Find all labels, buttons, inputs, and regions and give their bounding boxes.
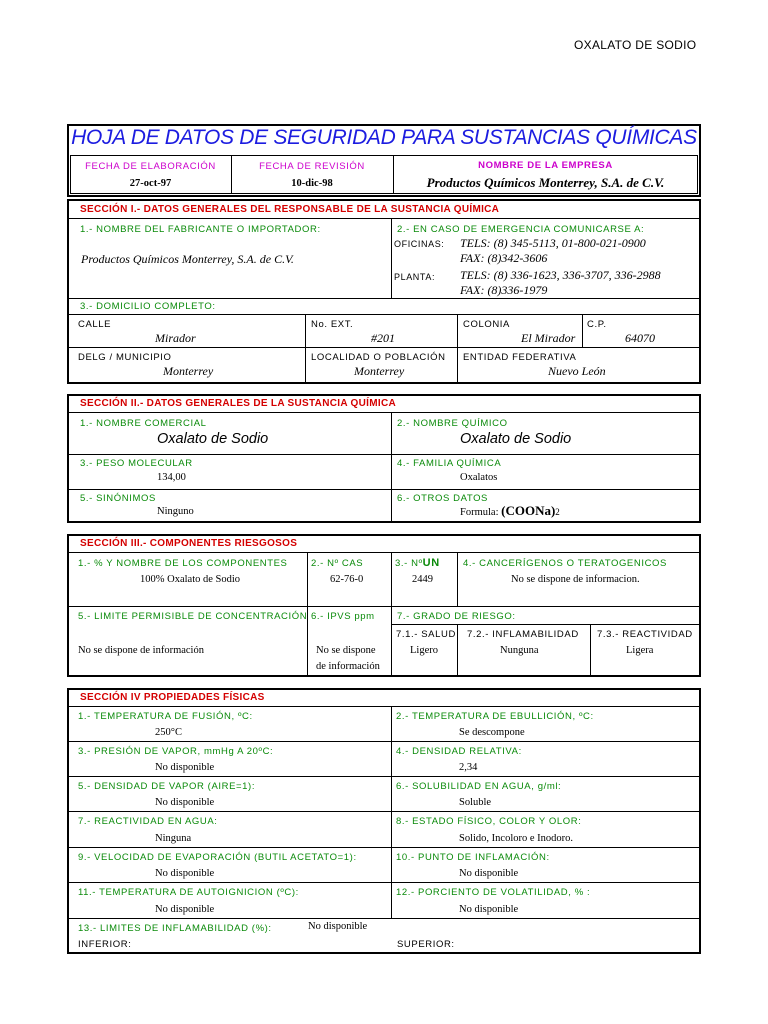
comercial-value: Oxalato de Sodio xyxy=(157,431,269,447)
grado-label: 7.- GRADO DE RIESGO: xyxy=(397,611,516,622)
inferior-label: INFERIOR: xyxy=(78,939,132,950)
entidad-label: ENTIDAD FEDERATIVA xyxy=(463,352,577,363)
formula-value xyxy=(460,503,560,519)
cas-label: 2.- Nº CAS xyxy=(311,558,364,569)
prop-6-label: 6.- SOLUBILIDAD EN AGUA, g/ml: xyxy=(396,781,562,792)
ipvs-value-2: de información xyxy=(316,661,380,672)
calle-value: Mirador xyxy=(155,331,196,345)
componentes-value: 100% Oxalato de Sodio xyxy=(140,574,241,585)
fabricante-label: 1.- NOMBRE DEL FABRICANTE O IMPORTADOR: xyxy=(80,224,321,235)
sinonimos-label: 5.- SINÓNIMOS xyxy=(80,493,156,504)
noext-label: No. EXT. xyxy=(311,319,354,330)
inflamabilidad-value: Nunguna xyxy=(500,645,539,656)
prop-2-label: 2.- TEMPERATURA DE EBULLICIÓN, ºC: xyxy=(396,711,594,722)
cancerigenos-value: No se dispone de informacion. xyxy=(511,574,640,585)
superior-label: SUPERIOR: xyxy=(397,939,455,950)
company-value: Productos Químicos Monterrey, S.A. de C.V. xyxy=(426,175,665,190)
planta-fax: FAX: (8)336-1979 xyxy=(460,283,548,297)
colonia-value: El Mirador xyxy=(521,331,576,345)
prop-8-value: Solido, Incoloro e Inodoro. xyxy=(459,833,574,844)
fabricante-value: Productos Químicos Monterrey, S.A. de C.V. xyxy=(81,252,294,266)
prop-10-label: 10.- PUNTO DE INFLAMACIÓN: xyxy=(396,852,550,863)
cancerigenos-label: 4.- CANCERÍGENOS O TERATOGENICOS xyxy=(463,558,667,569)
ipvs-value-1: No se dispone xyxy=(316,645,376,656)
rev-label: FECHA DE REVISIÓN xyxy=(259,161,365,172)
familia-value: Oxalatos xyxy=(460,472,498,483)
otros-label: 6.- OTROS DATOS xyxy=(397,493,488,504)
reactividad-value: Ligera xyxy=(626,645,654,656)
oficinas-tels: TELS: (8) 345-5113, 01-800-021-0900 xyxy=(460,236,646,250)
prop-5-value: No disponible xyxy=(155,797,215,808)
inflamabilidad-label: 7.2.- INFLAMABILIDAD xyxy=(467,629,579,640)
comercial-label: 1.- NOMBRE COMERCIAL xyxy=(80,418,207,429)
sinonimos-value: Ninguno xyxy=(157,506,194,517)
prop-11-label: 11.- TEMPERATURA DE AUTOIGNICION (ºC): xyxy=(78,887,299,898)
section-1-title: SECCIÓN I.- DATOS GENERALES DEL RESPONSABLE DE LA SUSTANCIA QUÍMICA xyxy=(80,204,500,215)
prop-12-label: 12.- PORCIENTO DE VOLATILIDAD, % : xyxy=(396,887,591,898)
elab-label: FECHA DE ELABORACIÓN xyxy=(85,161,216,172)
componentes-label: 1.- % Y NOMBRE DE LOS COMPONENTES xyxy=(78,558,288,569)
prop-12-value: No disponible xyxy=(459,904,519,915)
peso-value: 134,00 xyxy=(157,472,186,483)
oficinas-label: OFICINAS: xyxy=(394,239,445,249)
prop-7-value: Ninguna xyxy=(155,833,192,844)
prop-4-value: 2,34 xyxy=(459,762,478,773)
elab-value: 27-oct-97 xyxy=(129,178,172,189)
un-label xyxy=(395,557,440,569)
prop-4-label: 4.- DENSIDAD RELATIVA: xyxy=(396,746,522,757)
localidad-label: LOCALIDAD O POBLACIÓN xyxy=(311,352,446,363)
un-label-prefix: 3.- Nº xyxy=(395,558,423,569)
un-label-suffix: UN xyxy=(422,557,440,569)
prop-1-value: 250°C xyxy=(155,727,182,738)
entidad-value: Nuevo León xyxy=(548,364,606,378)
cp-label: C.P. xyxy=(587,319,607,330)
noext-value: #201 xyxy=(371,331,395,345)
prop-3-label: 3.- PRESIÓN DE VAPOR, mmHg A 20ºC: xyxy=(78,746,274,757)
prop-5-label: 5.- DENSIDAD DE VAPOR (AIRE=1): xyxy=(78,781,256,792)
salud-label: 7.1.- SALUD xyxy=(396,629,456,640)
document-title: HOJA DE DATOS DE SEGURIDAD PARA SUSTANCIAS QUÍMICAS xyxy=(71,126,697,149)
delg-value: Monterrey xyxy=(163,364,214,378)
oficinas-fax: FAX: (8)342-3606 xyxy=(460,251,548,265)
formula-prefix: Formula: xyxy=(460,507,499,518)
familia-label: 4.- FAMILIA QUÍMICA xyxy=(397,458,502,469)
rev-value: 10-dic-98 xyxy=(291,178,333,189)
limite-label: 5.- LIMITE PERMISIBLE DE CONCENTRACIÓN xyxy=(78,611,308,622)
planta-tels: TELS: (8) 336-1623, 336-3707, 336-2988 xyxy=(460,268,661,282)
formula-main: (COONa) xyxy=(501,503,556,518)
calle-label: CALLE xyxy=(78,319,112,330)
cas-value: 62-76-0 xyxy=(330,574,364,585)
prop-1-label: 1.- TEMPERATURA DE FUSIÓN, ºC: xyxy=(78,711,253,722)
limites-inflamabilidad-label: 13.- LIMITES DE INFLAMABILIDAD (%): xyxy=(78,923,272,934)
section-2-title: SECCIÓN II.- DATOS GENERALES DE LA SUSTANCIA QUÍMICA xyxy=(80,398,396,409)
quimico-label: 2.- NOMBRE QUÍMICO xyxy=(397,418,508,429)
quimico-value: Oxalato de Sodio xyxy=(460,431,572,447)
section-3-title: SECCIÓN III.- COMPONENTES RIESGOSOS xyxy=(80,538,298,549)
company-label: NOMBRE DE LA EMPRESA xyxy=(478,160,613,171)
formula-sub: 2 xyxy=(555,507,560,517)
colonia-label: COLONIA xyxy=(463,319,510,330)
product-header: OXALATO DE SODIO xyxy=(574,38,697,52)
un-value: 2449 xyxy=(412,574,433,585)
localidad-value: Monterrey xyxy=(354,364,405,378)
prop-10-value: No disponible xyxy=(459,868,519,879)
cp-value: 64070 xyxy=(625,331,655,345)
prop-8-label: 8.- ESTADO FÍSICO, COLOR Y OLOR: xyxy=(396,816,582,827)
salud-value: Ligero xyxy=(410,645,438,656)
prop-3-value: No disponible xyxy=(155,762,215,773)
domicilio-label: 3.- DOMICILIO COMPLETO: xyxy=(80,301,216,312)
delg-label: DELG / MUNICIPIO xyxy=(78,352,172,363)
reactividad-label: 7.3.- REACTIVIDAD xyxy=(597,629,693,640)
limite-value: No se dispone de información xyxy=(78,645,204,656)
prop-9-label: 9.- VELOCIDAD DE EVAPORACIÓN (BUTIL ACETATO=1): xyxy=(78,852,357,863)
planta-label: PLANTA: xyxy=(394,272,436,282)
ipvs-label: 6.- IPVS ppm xyxy=(311,611,375,622)
prop-11-value: No disponible xyxy=(155,904,215,915)
emergencia-label: 2.- EN CASO DE EMERGENCIA COMUNICARSE A: xyxy=(397,224,645,235)
prop-6-value: Soluble xyxy=(459,797,492,808)
section-4-title: SECCIÓN IV PROPIEDADES FÍSICAS xyxy=(80,692,265,703)
prop-2-value: Se descompone xyxy=(459,727,525,738)
peso-label: 3.- PESO MOLECULAR xyxy=(80,458,193,469)
limites-inflamabilidad-value: No disponible xyxy=(308,921,368,932)
prop-9-value: No disponible xyxy=(155,868,215,879)
prop-7-label: 7.- REACTIVIDAD EN AGUA: xyxy=(78,816,218,827)
